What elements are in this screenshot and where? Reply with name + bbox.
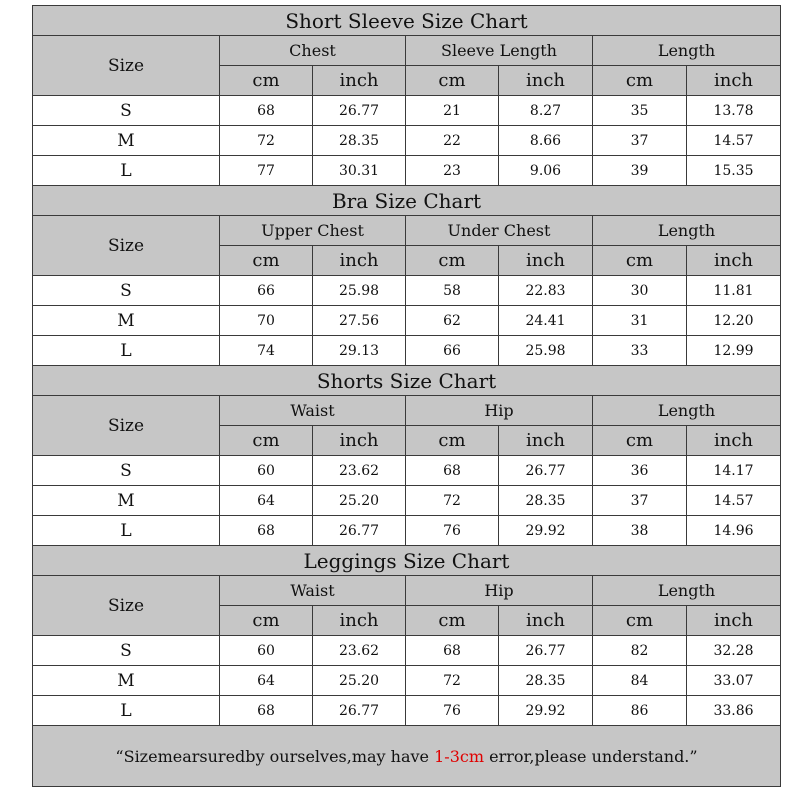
bra-value-cell: 33 xyxy=(593,336,687,366)
shorts-table-row xyxy=(33,516,781,546)
shorts-size-cell: L xyxy=(33,516,220,546)
bra-group-header: Under Chest xyxy=(406,216,593,246)
shorts-value-cell: 60 xyxy=(220,456,313,486)
bra-unit-header: cm xyxy=(220,246,313,276)
leggings-value-cell: 82 xyxy=(593,636,687,666)
bra-group-header: Length xyxy=(593,216,781,246)
leggings-table-row xyxy=(33,666,781,696)
short-sleeve-chart-title: Short Sleeve Size Chart xyxy=(33,6,781,36)
leggings-unit-header: cm xyxy=(220,606,313,636)
short-sleeve-value-cell: 30.31 xyxy=(313,156,406,186)
bra-value-cell: 74 xyxy=(220,336,313,366)
leggings-group-header: Waist xyxy=(220,576,406,606)
leggings-group-header: Length xyxy=(593,576,781,606)
short-sleeve-table-row xyxy=(33,156,781,186)
bra-value-cell: 24.41 xyxy=(499,306,593,336)
shorts-value-cell: 68 xyxy=(406,456,499,486)
shorts-size-header: Size xyxy=(33,396,220,456)
note-text-after: error,please understand.” xyxy=(484,746,698,766)
bra-table-row xyxy=(33,276,781,306)
bra-table-row xyxy=(33,306,781,336)
shorts-value-cell: 68 xyxy=(220,516,313,546)
bra-chart-title: Bra Size Chart xyxy=(33,186,781,216)
leggings-table-row xyxy=(33,696,781,726)
bra-size-cell: L xyxy=(33,336,220,366)
short-sleeve-unit-header: cm xyxy=(406,66,499,96)
leggings-chart-title: Leggings Size Chart xyxy=(33,546,781,576)
leggings-value-cell: 23.62 xyxy=(313,636,406,666)
leggings-size-cell: M xyxy=(33,666,220,696)
leggings-value-cell: 29.92 xyxy=(499,696,593,726)
leggings-value-cell: 28.35 xyxy=(499,666,593,696)
bra-table-row xyxy=(33,336,781,366)
bra-size-cell: S xyxy=(33,276,220,306)
leggings-unit-header: inch xyxy=(313,606,406,636)
shorts-value-cell: 14.96 xyxy=(687,516,781,546)
short-sleeve-size-cell: L xyxy=(33,156,220,186)
leggings-value-cell: 86 xyxy=(593,696,687,726)
short-sleeve-value-cell: 39 xyxy=(593,156,687,186)
short-sleeve-value-cell: 15.35 xyxy=(687,156,781,186)
short-sleeve-table-row xyxy=(33,96,781,126)
short-sleeve-unit-header: cm xyxy=(593,66,687,96)
short-sleeve-unit-header: inch xyxy=(313,66,406,96)
leggings-value-cell: 76 xyxy=(406,696,499,726)
bra-value-cell: 62 xyxy=(406,306,499,336)
leggings-unit-header: cm xyxy=(406,606,499,636)
bra-value-cell: 31 xyxy=(593,306,687,336)
shorts-group-header: Length xyxy=(593,396,781,426)
leggings-value-cell: 64 xyxy=(220,666,313,696)
bra-unit-header: cm xyxy=(593,246,687,276)
bra-value-cell: 22.83 xyxy=(499,276,593,306)
shorts-group-header: Waist xyxy=(220,396,406,426)
shorts-group-header-row xyxy=(33,396,781,426)
leggings-unit-header: cm xyxy=(593,606,687,636)
shorts-value-cell: 64 xyxy=(220,486,313,516)
short-sleeve-value-cell: 23 xyxy=(406,156,499,186)
bra-value-cell: 12.20 xyxy=(687,306,781,336)
size-chart-body xyxy=(33,6,781,787)
shorts-value-cell: 36 xyxy=(593,456,687,486)
short-sleeve-value-cell: 13.78 xyxy=(687,96,781,126)
short-sleeve-group-header-row xyxy=(33,36,781,66)
bra-unit-header: cm xyxy=(406,246,499,276)
shorts-unit-header: cm xyxy=(406,426,499,456)
leggings-unit-header: inch xyxy=(499,606,593,636)
shorts-unit-header: cm xyxy=(593,426,687,456)
bra-unit-header: inch xyxy=(687,246,781,276)
leggings-value-cell: 72 xyxy=(406,666,499,696)
size-chart-sheet xyxy=(32,5,781,787)
leggings-title-row xyxy=(33,546,781,576)
shorts-value-cell: 72 xyxy=(406,486,499,516)
leggings-value-cell: 68 xyxy=(220,696,313,726)
bra-value-cell: 66 xyxy=(406,336,499,366)
bra-value-cell: 11.81 xyxy=(687,276,781,306)
shorts-value-cell: 38 xyxy=(593,516,687,546)
bra-value-cell: 25.98 xyxy=(313,276,406,306)
bra-value-cell: 70 xyxy=(220,306,313,336)
shorts-group-header: Hip xyxy=(406,396,593,426)
bra-value-cell: 58 xyxy=(406,276,499,306)
short-sleeve-unit-header: inch xyxy=(687,66,781,96)
short-sleeve-size-cell: S xyxy=(33,96,220,126)
short-sleeve-group-header: Chest xyxy=(220,36,406,66)
short-sleeve-value-cell: 26.77 xyxy=(313,96,406,126)
short-sleeve-title-row xyxy=(33,6,781,36)
leggings-table-row xyxy=(33,636,781,666)
bra-title-row xyxy=(33,186,781,216)
bra-value-cell: 12.99 xyxy=(687,336,781,366)
shorts-value-cell: 14.17 xyxy=(687,456,781,486)
leggings-size-cell: L xyxy=(33,696,220,726)
short-sleeve-value-cell: 22 xyxy=(406,126,499,156)
leggings-unit-header: inch xyxy=(687,606,781,636)
shorts-unit-header: inch xyxy=(687,426,781,456)
shorts-unit-header: inch xyxy=(313,426,406,456)
bra-size-header: Size xyxy=(33,216,220,276)
shorts-value-cell: 28.35 xyxy=(499,486,593,516)
short-sleeve-value-cell: 68 xyxy=(220,96,313,126)
short-sleeve-size-cell: M xyxy=(33,126,220,156)
bra-group-header: Upper Chest xyxy=(220,216,406,246)
shorts-table-row xyxy=(33,486,781,516)
shorts-unit-header: inch xyxy=(499,426,593,456)
bra-unit-header: inch xyxy=(313,246,406,276)
note-text-before: “Sizemearsuredby ourselves,may have xyxy=(115,746,435,766)
short-sleeve-size-header: Size xyxy=(33,36,220,96)
shorts-value-cell: 37 xyxy=(593,486,687,516)
leggings-value-cell: 60 xyxy=(220,636,313,666)
short-sleeve-value-cell: 28.35 xyxy=(313,126,406,156)
bra-value-cell: 66 xyxy=(220,276,313,306)
shorts-size-cell: S xyxy=(33,456,220,486)
bra-value-cell: 27.56 xyxy=(313,306,406,336)
short-sleeve-value-cell: 14.57 xyxy=(687,126,781,156)
leggings-group-header: Hip xyxy=(406,576,593,606)
leggings-value-cell: 26.77 xyxy=(313,696,406,726)
short-sleeve-table-row xyxy=(33,126,781,156)
shorts-unit-header: cm xyxy=(220,426,313,456)
bra-value-cell: 29.13 xyxy=(313,336,406,366)
short-sleeve-value-cell: 9.06 xyxy=(499,156,593,186)
short-sleeve-value-cell: 8.66 xyxy=(499,126,593,156)
short-sleeve-group-header: Length xyxy=(593,36,781,66)
leggings-value-cell: 84 xyxy=(593,666,687,696)
bra-size-cell: M xyxy=(33,306,220,336)
leggings-size-header: Size xyxy=(33,576,220,636)
shorts-chart-title: Shorts Size Chart xyxy=(33,366,781,396)
shorts-value-cell: 25.20 xyxy=(313,486,406,516)
short-sleeve-unit-header: cm xyxy=(220,66,313,96)
measurement-note xyxy=(33,726,781,787)
leggings-value-cell: 68 xyxy=(406,636,499,666)
bra-value-cell: 30 xyxy=(593,276,687,306)
leggings-value-cell: 25.20 xyxy=(313,666,406,696)
leggings-group-header-row xyxy=(33,576,781,606)
shorts-value-cell: 14.57 xyxy=(687,486,781,516)
leggings-value-cell: 26.77 xyxy=(499,636,593,666)
note-row xyxy=(33,726,781,787)
shorts-value-cell: 29.92 xyxy=(499,516,593,546)
short-sleeve-value-cell: 21 xyxy=(406,96,499,126)
note-error-range: 1-3cm xyxy=(434,746,485,766)
short-sleeve-value-cell: 35 xyxy=(593,96,687,126)
leggings-value-cell: 33.86 xyxy=(687,696,781,726)
leggings-size-cell: S xyxy=(33,636,220,666)
shorts-value-cell: 76 xyxy=(406,516,499,546)
shorts-value-cell: 23.62 xyxy=(313,456,406,486)
short-sleeve-group-header: Sleeve Length xyxy=(406,36,593,66)
shorts-size-cell: M xyxy=(33,486,220,516)
leggings-value-cell: 32.28 xyxy=(687,636,781,666)
short-sleeve-value-cell: 72 xyxy=(220,126,313,156)
short-sleeve-value-cell: 8.27 xyxy=(499,96,593,126)
short-sleeve-value-cell: 37 xyxy=(593,126,687,156)
shorts-title-row xyxy=(33,366,781,396)
shorts-value-cell: 26.77 xyxy=(499,456,593,486)
short-sleeve-unit-header: inch xyxy=(499,66,593,96)
bra-value-cell: 25.98 xyxy=(499,336,593,366)
short-sleeve-value-cell: 77 xyxy=(220,156,313,186)
bra-unit-header: inch xyxy=(499,246,593,276)
leggings-value-cell: 33.07 xyxy=(687,666,781,696)
shorts-value-cell: 26.77 xyxy=(313,516,406,546)
shorts-table-row xyxy=(33,456,781,486)
bra-group-header-row xyxy=(33,216,781,246)
